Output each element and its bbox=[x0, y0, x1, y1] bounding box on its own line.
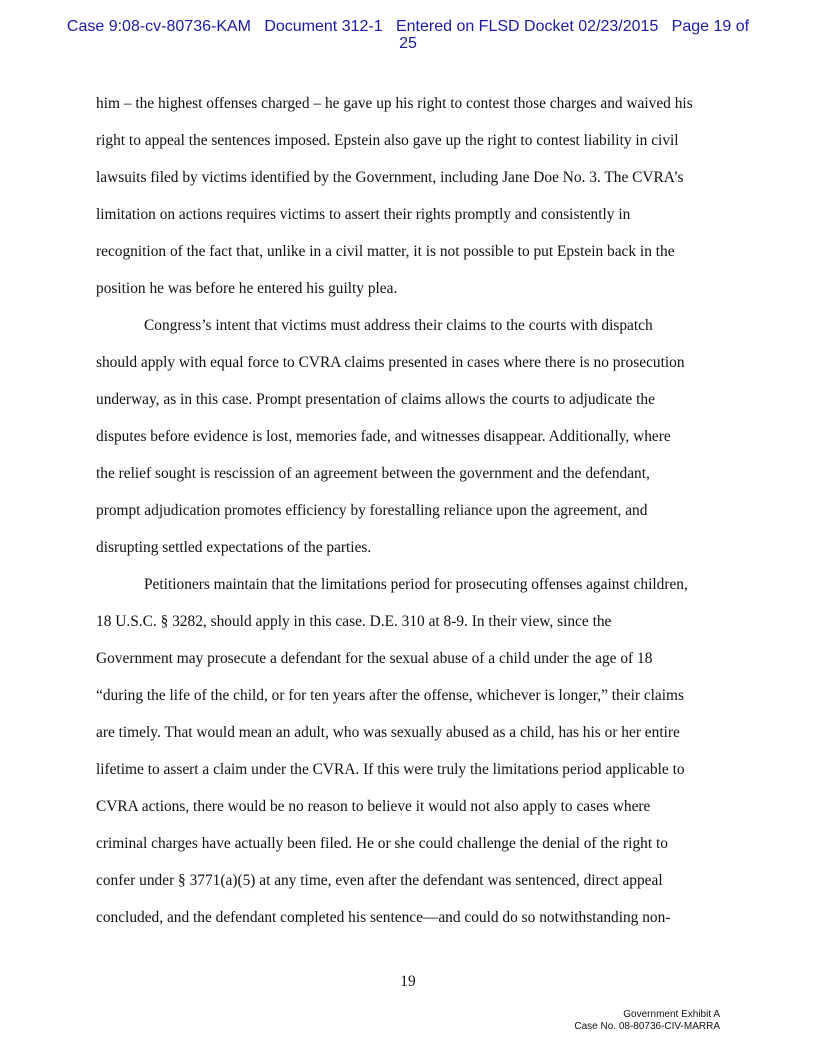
paragraph-first-line: Congress’s intent that victims must address their claims to the courts with dispatch bbox=[144, 317, 653, 334]
docket-header-line-2: 25 bbox=[399, 35, 417, 52]
body-line: limitation on actions requires victims to assert their rights promptly and consistently in bbox=[96, 206, 631, 223]
exhibit-label-line-2: Case No. 08-80736-CIV-MARRA bbox=[574, 1021, 720, 1032]
body-line: 18 U.S.C. § 3282, should apply in this case. D.E. 310 at 8-9. In their view, since the bbox=[96, 613, 612, 630]
body-line: prompt adjudication promotes efficiency by forestalling reliance upon the agreement, and bbox=[96, 502, 648, 519]
body-line: Government may prosecute a defendant for the sexual abuse of a child under the age of 18 bbox=[96, 650, 653, 667]
docket-header bbox=[0, 18, 816, 52]
body-line: recognition of the fact that, unlike in a civil matter, it is not possible to put Epstein back in the bbox=[96, 243, 675, 260]
body-line: concluded, and the defendant completed his sentence—and could do so notwithstanding non- bbox=[96, 909, 671, 926]
document-body bbox=[96, 91, 720, 942]
body-line: lawsuits filed by victims identified by the Government, including Jane Doe No. 3. The CVRA’s bbox=[96, 169, 684, 186]
exhibit-label bbox=[574, 1009, 720, 1033]
body-line: him – the highest offenses charged – he gave up his right to contest those charges and waived his bbox=[96, 95, 693, 112]
body-line: “during the life of the child, or for ten years after the offense, whichever is longer,” their claims bbox=[96, 687, 684, 704]
body-line: disputes before evidence is lost, memories fade, and witnesses disappear. Additionally, where bbox=[96, 428, 671, 445]
body-line: underway, as in this case. Prompt presentation of claims allows the courts to adjudicate the bbox=[96, 391, 655, 408]
body-line: position he was before he entered his guilty plea. bbox=[96, 280, 398, 297]
exhibit-label-line-1: Government Exhibit A bbox=[623, 1009, 720, 1020]
body-line: disrupting settled expectations of the parties. bbox=[96, 539, 372, 556]
body-line: criminal charges have actually been filed. He or she could challenge the denial of the right to bbox=[96, 835, 668, 852]
docket-header-line-1: Case 9:08-cv-80736-KAM Document 312-1 Entered on FLSD Docket 02/23/2015 Page 19 of bbox=[66, 18, 750, 35]
body-line: lifetime to assert a claim under the CVRA. If this were truly the limitations period applicable to bbox=[96, 761, 685, 778]
body-line: confer under § 3771(a)(5) at any time, even after the defendant was sentenced, direct appeal bbox=[96, 872, 663, 889]
body-line: the relief sought is rescission of an agreement between the government and the defendant, bbox=[96, 465, 650, 482]
paragraph-first-line: Petitioners maintain that the limitations period for prosecuting offenses against children, bbox=[144, 576, 688, 593]
body-line: CVRA actions, there would be no reason to believe it would not also apply to cases where bbox=[96, 798, 651, 815]
body-line: are timely. That would mean an adult, who was sexually abused as a child, has his or her entire bbox=[96, 724, 680, 741]
body-line: should apply with equal force to CVRA claims presented in cases where there is no prosecution bbox=[96, 354, 685, 371]
body-line: right to appeal the sentences imposed. Epstein also gave up the right to contest liability in civil bbox=[96, 132, 679, 149]
page-number: 19 bbox=[400, 973, 416, 990]
